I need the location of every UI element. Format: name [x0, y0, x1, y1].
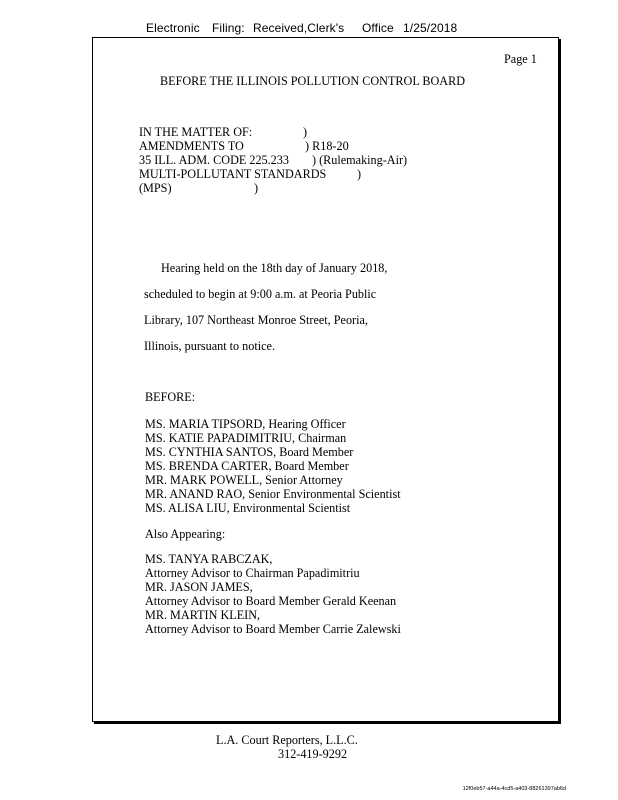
- hearing-line: Hearing held on the 18th day of January 2018,: [161, 261, 388, 275]
- page-number: Page 1: [504, 52, 537, 66]
- caption-line-5-left: (MPS): [139, 181, 172, 195]
- board-member: MR. MARK POWELL, Senior Attorney: [145, 473, 343, 487]
- hearing-line: scheduled to begin at 9:00 a.m. at Peoria Public: [144, 287, 377, 301]
- transcript-page: [92, 37, 559, 722]
- board-member: MS. CYNTHIA SANTOS, Board Member: [145, 445, 354, 459]
- filing-stamp-office: Office: [362, 21, 394, 35]
- board-member: MS. ALISA LIU, Environmental Scientist: [145, 501, 351, 515]
- caption-line-4-left: MULTI-POLLUTANT STANDARDS: [139, 167, 327, 181]
- caption-line-1-left: IN THE MATTER OF:: [139, 125, 253, 139]
- appearance-line: MR. MARTIN KLEIN,: [145, 608, 261, 622]
- hearing-line: Library, 107 Northeast Monroe Street, Peoria,: [144, 313, 368, 327]
- caption-line-5-right: ): [254, 181, 259, 195]
- caption-line-3-left: 35 ILL. ADM. CODE 225.233: [139, 153, 289, 167]
- document-id: 12f0eb57-a44a-4cd5-a403-88261397ab6d: [462, 786, 566, 792]
- appearance-line: MS. TANYA RABCZAK,: [145, 552, 273, 566]
- appearance-line: MR. JASON JAMES,: [145, 580, 253, 594]
- before-heading: BEFORE:: [145, 390, 196, 404]
- board-title: BEFORE THE ILLINOIS POLLUTION CONTROL BOARD: [160, 74, 466, 88]
- board-member: MS. BRENDA CARTER, Board Member: [145, 459, 349, 473]
- board-member: MS. MARIA TIPSORD, Hearing Officer: [145, 417, 346, 431]
- hearing-line: Illinois, pursuant to notice.: [144, 339, 275, 353]
- board-member: MS. KATIE PAPADIMITRIU, Chairman: [145, 431, 347, 445]
- board-member: MR. ANAND RAO, Senior Environmental Scientist: [145, 487, 401, 501]
- filing-stamp-electronic: Electronic: [146, 21, 200, 35]
- appearance-line: Attorney Advisor to Board Member Carrie Zalewski: [145, 622, 401, 636]
- reporter-company: L.A. Court Reporters, L.L.C.: [216, 733, 358, 747]
- reporter-phone: 312-419-9292: [278, 747, 348, 761]
- caption-line-2-left: AMENDMENTS TO: [139, 139, 244, 153]
- filing-stamp-filing: Filing:: [212, 21, 245, 35]
- filing-stamp-date: 1/25/2018: [403, 21, 458, 35]
- appearance-line: Attorney Advisor to Board Member Gerald Keenan: [145, 594, 397, 608]
- caption-line-3-right: ) (Rulemaking-Air): [312, 153, 408, 167]
- caption-line-1-right: ): [303, 125, 308, 139]
- caption-line-2-right: ) R18-20: [305, 139, 349, 153]
- also-appearing-heading: Also Appearing:: [145, 527, 226, 541]
- filing-stamp-received: Received,Clerk's: [253, 21, 345, 35]
- appearance-line: Attorney Advisor to Chairman Papadimitriu: [145, 566, 360, 580]
- caption-line-4-right: ): [357, 167, 362, 181]
